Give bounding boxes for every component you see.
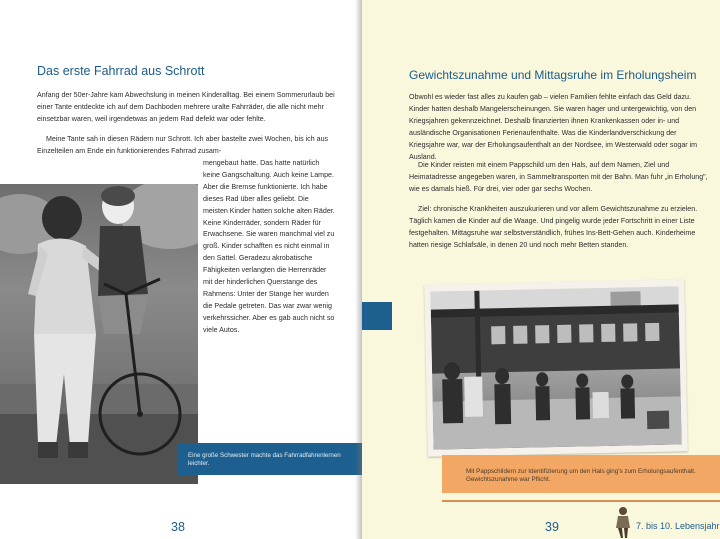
orange-divider [442,500,720,502]
right-page-title: Gewichtszunahme und Mittagsruhe im Erholungsheim [409,68,697,82]
girls-with-bicycle-photo [0,184,198,484]
left-paragraph-2-wide-text: Meine Tante sah in diesen Rädern nur Schrott. Ich aber bastelte zwei Wochen, bis ich aus Einzelteilen am Ende ein funktionierendes Fahrrad zusam- [37,135,329,155]
section-tab [610,504,720,539]
right-photo-caption: Mit Pappschildern zur Identifizierung um den Hals ging's zum Erholungsaufenthalt. Gewichtszunahme war Pflicht. [442,455,720,493]
left-photo-caption: Eine große Schwester machte das Fahrradfahrenlernen leichter. [178,443,362,475]
left-paragraph-2-narrow: mengebaut hatte. Das hatte natürlich keine Gangschaltung. Auch keine Lampe. Aber die Bremse funktionierte. Ich habe dieses Rad über alles geliebt. Die meisten Kinder hatten solche alten Räder. Keine Kinderräder, sondern Räder für Erwachsene. Sie waren manchmal viel zu groß. Kinder schafften es nicht einmal in den Sattel. Geradezu akrobatische Fähigkeiten verlangten die Herrenräder mit der hinderlichen Querstange des Rahmens: Unter der Stange her wurden die Pedale getreten. Das war zwar wenig verkehrssicher. Aber es gab auch nicht so viele Autos. [203,159,335,334]
left-page-title: Das erste Fahrrad aus Schrott [37,64,205,78]
right-paragraph-2 [409,159,711,195]
left-page-number: 38 [171,520,185,534]
right-page [362,0,720,539]
right-paragraph-3-text: Ziel: chronische Krankheiten auszukurieren und vor allem Gewichtszunahme zu erzielen. Täglich kamen die Kinder auf die Waage. Und pingelig wurde jeder Fortschritt in einer Liste festgehalten. Mittagsruhe war selbstverständlich, frühes Ins-Bett-Gehen auch. Kinderheime hatten riesige Schlafsäle, in denen 20 und noch mehr Betten standen. [409,205,698,250]
train-station-photo [424,279,688,456]
right-paragraph-2-text: Die Kinder reisten mit einem Pappschild um den Hals, auf dem Namen, Ziel und Heimatadresse angegeben waren, in Sammeltransporten mit der Bahn. Man fuhr „in Erholung", wie es damals hieß. Für drei, vier oder gar sechs Wochen. [409,161,708,194]
right-paragraph-1: Obwohl es wieder fast alles zu kaufen gab – vielen Familien fehlte einfach das Geld dazu. Kinder hatten deshalb Mangelerscheinungen. Sie waren hager und untergewichtig, von den Kriegsjahren gekennzeichnet. Deshalb finanzierten ihnen Krankenkassen oder in- und ausländische Organisationen Ferienaufenthalte. Was die Kinderlandverschickung der Kriegsjahre war, war der Erholungsaufenthalt an der Nordsee, im Westerwald oder sogar im Ausland. [409,93,698,162]
child-figure-icon [612,506,634,538]
section-tab-label: 7. bis 10. Lebensjahr [636,521,720,531]
right-paragraph-3 [409,203,711,251]
left-paragraph-2-wide [37,134,337,158]
train-station-photo-image [430,286,681,449]
left-paragraph-1: Anfang der 50er-Jahre kam Abwechslung in meinen Kinderalltag. Bei einem Sommerurlaub bei einer Tante entdeckte ich auf dem Dachboden mehrere uralte Fahrräder, die alle nicht mehr einsetzbar waren, weil irgendetwas an jedem Rad defekt war oder fehlte. [37,91,335,123]
blue-accent-band [362,302,392,330]
right-page-number: 39 [545,520,559,534]
